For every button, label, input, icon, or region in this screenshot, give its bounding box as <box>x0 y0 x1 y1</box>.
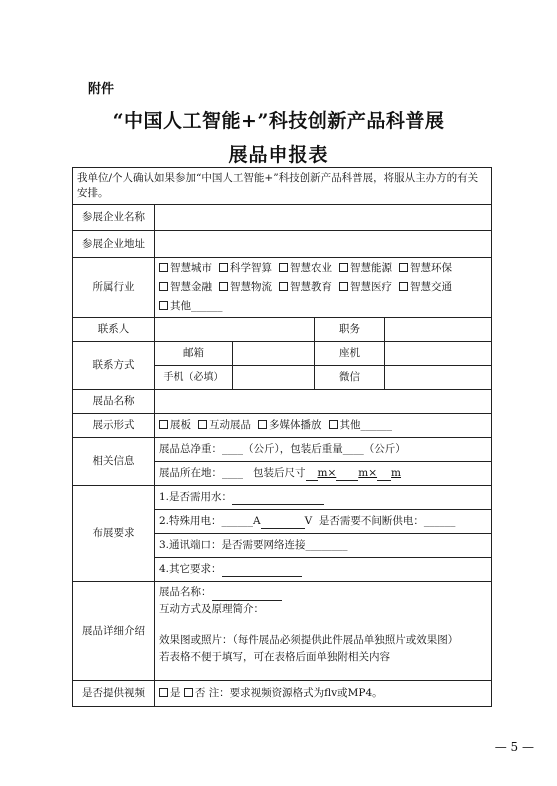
industry-option[interactable]: 智慧教育 <box>279 278 332 297</box>
video-note: 注：要求视频资源格式为flv或MP4。 <box>208 687 383 699</box>
location-size-line <box>155 462 492 486</box>
landline-label: 座机 <box>315 342 385 366</box>
industry-options <box>155 258 492 318</box>
detail-label: 展品详细介绍 <box>73 582 155 681</box>
display-form-option[interactable]: 多媒体播放 <box>258 418 322 433</box>
checkbox-icon[interactable] <box>159 301 168 310</box>
layout-req-label: 布展要求 <box>73 486 155 582</box>
req-other-line: 4.其它要求： <box>155 558 492 582</box>
display-form-option[interactable]: 展板 <box>159 418 191 433</box>
mobile-label: 手机（必填） <box>155 366 233 390</box>
email-label: 邮箱 <box>155 342 233 366</box>
checkbox-icon[interactable] <box>219 263 228 272</box>
size-unit: m× <box>317 467 337 479</box>
position-field[interactable] <box>385 318 492 342</box>
document-title: “中国人工智能+”科技创新产品科普展 <box>112 110 445 132</box>
detail-photos-line: 效果图或照片：（每件展品必须提供此件展品单独照片或效果图） <box>159 634 459 646</box>
detail-content <box>155 582 492 681</box>
detail-interactive-line: 互动方式及原理简介： <box>159 603 264 615</box>
checkbox-icon[interactable] <box>329 420 338 429</box>
intro-statement: 我单位/个人确认如果参加“中国人工智能+”科技创新产品科普展，将服从主办方的有关安排。 <box>73 168 492 205</box>
wechat-label: 微信 <box>315 366 385 390</box>
req-water-line: 1.是否需用水： <box>155 486 492 510</box>
industry-label: 所属行业 <box>73 258 155 318</box>
checkbox-icon[interactable] <box>258 420 267 429</box>
industry-option[interactable]: 智慧物流 <box>219 278 272 297</box>
application-form-table <box>72 167 492 707</box>
industry-option[interactable]: 科学智算 <box>219 259 272 278</box>
company-name-field[interactable] <box>155 205 492 231</box>
req-network-line: 3.通讯端口：是否需要网络连接________ <box>155 534 492 558</box>
exhibit-name-field[interactable] <box>155 390 492 414</box>
attachment-label: 附件 <box>88 82 115 97</box>
weight-line: 展品总净重：____（公斤），包装后重量____（公斤） <box>155 438 492 462</box>
checkbox-icon[interactable] <box>279 263 288 272</box>
checkbox-icon[interactable] <box>198 420 207 429</box>
industry-option[interactable]: 智慧能源 <box>339 259 392 278</box>
related-info-label: 相关信息 <box>73 438 155 486</box>
size-unit: m× <box>358 467 378 479</box>
checkbox-icon[interactable] <box>339 282 348 291</box>
exhibit-name-label: 展品名称 <box>73 390 155 414</box>
industry-option[interactable]: 智慧金融 <box>159 278 212 297</box>
checkbox-icon[interactable] <box>159 420 168 429</box>
contact-field[interactable] <box>155 318 315 342</box>
video-yes-option[interactable]: 是 <box>159 687 181 699</box>
size-unit: m <box>391 467 402 479</box>
email-field[interactable] <box>233 342 315 366</box>
display-form-option[interactable]: 其他______ <box>329 418 393 433</box>
landline-field[interactable] <box>385 342 492 366</box>
detail-name-line: 展品名称： <box>159 584 487 601</box>
wechat-field[interactable] <box>385 366 492 390</box>
location-text: 展品所在地：____ <box>159 467 243 479</box>
checkbox-icon[interactable] <box>159 263 168 272</box>
document-subtitle: 展品申报表 <box>228 144 329 166</box>
checkbox-icon[interactable] <box>279 282 288 291</box>
video-label: 是否提供视频 <box>73 681 155 707</box>
company-address-label: 参展企业地址 <box>73 231 155 258</box>
display-form-option[interactable]: 互动展品 <box>198 418 251 433</box>
industry-option[interactable]: 智慧环保 <box>399 259 452 278</box>
checkbox-icon[interactable] <box>159 688 168 697</box>
display-form-options <box>155 414 492 438</box>
contact-label: 联系人 <box>73 318 155 342</box>
size-label: 包装后尺寸 <box>253 467 306 479</box>
industry-option[interactable]: 智慧农业 <box>279 259 332 278</box>
video-no-option[interactable]: 否 <box>184 687 206 699</box>
industry-option[interactable]: 智慧医疗 <box>339 278 392 297</box>
industry-option[interactable]: 智慧城市 <box>159 259 212 278</box>
display-form-label: 展示形式 <box>73 414 155 438</box>
industry-option-other[interactable]: 其他______ <box>159 297 223 316</box>
industry-option[interactable]: 智慧交通 <box>399 278 452 297</box>
checkbox-icon[interactable] <box>399 282 408 291</box>
company-address-field[interactable] <box>155 231 492 258</box>
checkbox-icon[interactable] <box>339 263 348 272</box>
position-label: 职务 <box>315 318 385 342</box>
video-options <box>155 681 492 707</box>
checkbox-icon[interactable] <box>159 282 168 291</box>
mobile-field[interactable] <box>233 366 315 390</box>
detail-note-line: 若表格不便于填写，可在表格后面单独附相关内容 <box>159 651 390 663</box>
checkbox-icon[interactable] <box>184 688 193 697</box>
checkbox-icon[interactable] <box>219 282 228 291</box>
contact-method-label: 联系方式 <box>73 342 155 390</box>
company-name-label: 参展企业名称 <box>73 205 155 231</box>
req-power-line: 2.特殊用电：______A V 是否需要不间断供电：______ <box>155 510 492 534</box>
page-number: — 5 — <box>494 740 534 754</box>
checkbox-icon[interactable] <box>399 263 408 272</box>
